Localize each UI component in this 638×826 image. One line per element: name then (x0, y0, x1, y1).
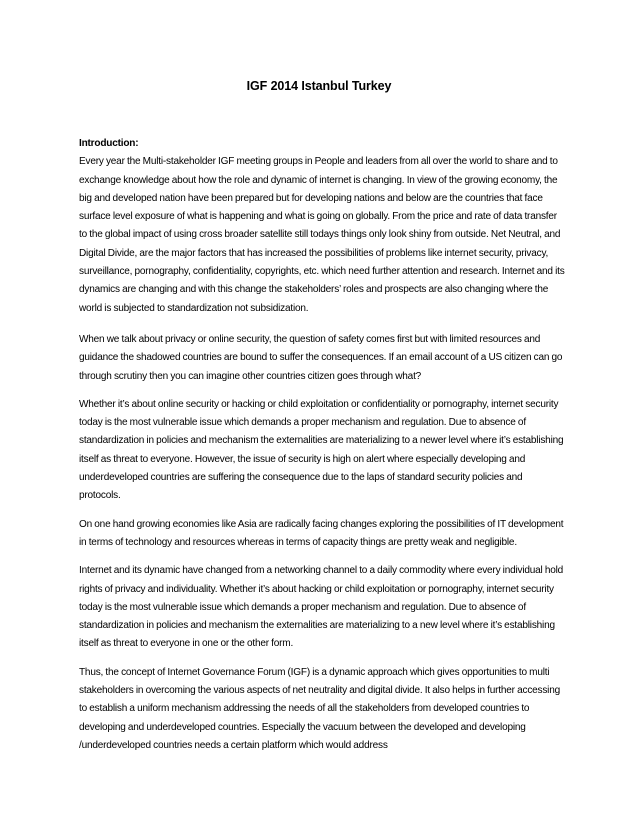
paragraph-security: Whether it’s about online security or hacking or child exploitation or confidentiality or pornography, internet security today is the most vulnerable issue which demands a proper mechanism and regulation. Due to absence of standardization in policies and mechanism the externalities are materializing to a newer level where it’s establishing itself as threat to everyone. However, the issue of security is high on alert where especially developing and underdeveloped countries are suffering the consequence due to the laps of standard security policies and protocols. (79, 398, 564, 502)
introduction-heading: Introduction: (79, 138, 139, 149)
paragraph-igf-concept: Thus, the concept of Internet Governance Forum (IGF) is a dynamic approach which gives opportunities to multi stakeholders in overcoming the various aspects of net neutrality and digital divide. It also helps in further accessing to establish a uniform mechanism addressing the needs of all the stakeholders from developed countries to developing and underdeveloped countries. Especially the vacuum between the developed and developing /underdeveloped countries needs a certain platform which would address (79, 666, 560, 751)
paragraph-internet-dynamic: Internet and its dynamic have changed from a networking channel to a daily commodity where every individual hold rights of privacy and individuality. Whether it’s about hacking or child exploitation or pornography, internet security today is the most vulnerable issue which demands a proper mechanism and regulation. Due to absence of standardization in policies and mechanism the externalities are materializing to a new level where it’s establishing itself as threat to everyone in one or the other form. (79, 565, 564, 650)
paragraph-privacy: When we talk about privacy or online security, the question of safety comes first but with limited resources and guidance the shadowed countries are bound to suffer the consequences. If an email account of a US citizen can go through scrutiny then you can imagine other countries citizen goes through what? (79, 333, 563, 382)
document-title: IGF 2014 Istanbul Turkey (246, 79, 392, 93)
document-body (79, 135, 565, 765)
paragraph-introduction: Every year the Multi-stakeholder IGF meeting groups in People and leaders from all over the world to share and to exchange knowledge about how the role and dynamic of internet is changing. In view of the growing economy, the big and developed nation have been prepared but for developing nations and below are the countries that face surface level exposure of what is happening and what is going on globally. From the price and rate of data transfer to the global impact of using cross broader satellite still todays things only look shiny from outside. Net Neutral, and Digital Divide, are the major factors that has increased the possibilities of problems like internet security, privacy, surveillance, pornography, confidentiality, copyrights, etc. which need further attention and research. Internet and its dynamics are changing and with this change the stakeholders’ roles and prospects are also changing where the world is subjected to standardization not subsidization. (79, 156, 565, 314)
paragraph-growing-economies: On one hand growing economies like Asia are radically facing changes exploring the possibilities of IT development in terms of technology and resources whereas in terms of capacity things are pretty weak and negligible. (79, 518, 564, 548)
